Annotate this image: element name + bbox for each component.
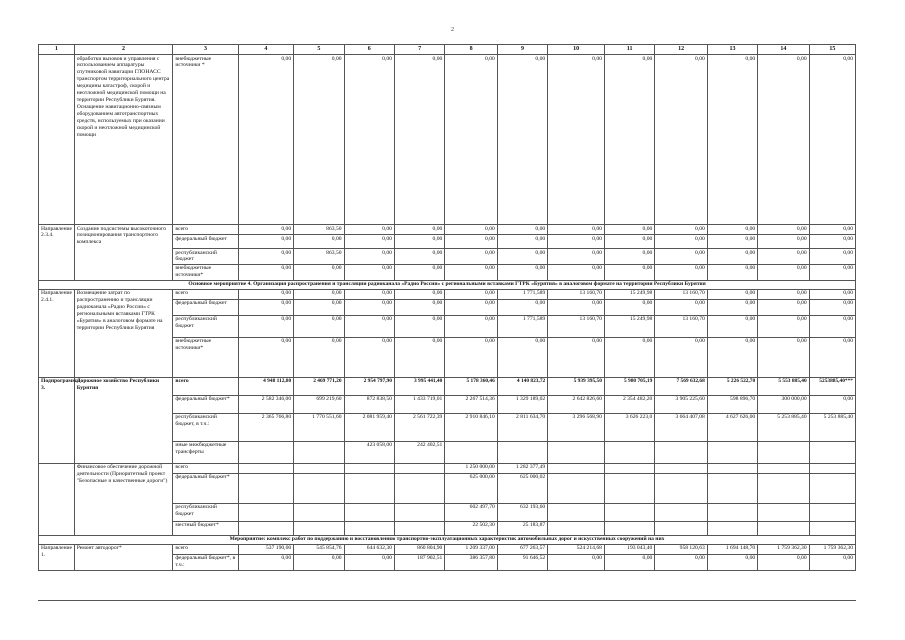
value-cell: 193 043,40	[604, 544, 654, 554]
value-cell: 0,00	[445, 315, 498, 337]
value-cell: 386 357,80	[445, 554, 498, 570]
value-cell	[294, 463, 344, 473]
value-cell	[604, 473, 654, 503]
value-cell: 0,00	[238, 299, 294, 315]
value-cell: 0,00	[604, 235, 654, 249]
value-cell: 0,00	[655, 299, 708, 315]
page-bottom-line	[38, 600, 856, 601]
value-cell: 0,00	[394, 289, 444, 299]
direction-cell: Направление 1.	[39, 544, 75, 570]
value-cell: 2 642 826,60	[548, 395, 605, 413]
value-cell	[655, 503, 708, 521]
value-cell: 0,00	[655, 337, 708, 377]
column-number: 4	[238, 45, 294, 55]
value-cell: 0,00	[809, 299, 855, 315]
value-cell: 13 160,70	[655, 315, 708, 337]
page-number: 2	[451, 27, 454, 33]
description-cell: Финансовое обеспечение дорожной деятельности (Приоритетный проект "Безопасные и качественные дороги")	[74, 463, 173, 535]
description-cell: Ремонт автодорог*	[74, 544, 173, 570]
value-cell: 644 632,30	[344, 544, 394, 554]
value-cell: 872 838,50	[344, 395, 394, 413]
value-cell: 0,00	[809, 554, 855, 570]
value-cell	[238, 441, 294, 463]
value-cell: 0,00	[809, 395, 855, 413]
value-cell: 0,00	[604, 249, 654, 265]
value-cell	[238, 503, 294, 521]
value-cell: 0,00	[238, 55, 294, 225]
value-cell: 0,00	[548, 235, 605, 249]
value-cell: 0,00	[707, 264, 757, 280]
value-cell: 15 249,98	[604, 315, 654, 337]
value-cell: 0,00	[394, 337, 444, 377]
funding-source-cell: федеральный бюджет*	[173, 395, 238, 413]
description-cell: Дорожное хозяйство Республики Бурятия	[74, 377, 173, 463]
value-cell	[604, 521, 654, 535]
value-cell: 1 771,589	[497, 289, 547, 299]
value-cell: 0,00	[497, 225, 547, 235]
value-cell: 1 433 719,01	[394, 395, 444, 413]
value-cell: 3 905 225,60	[655, 395, 708, 413]
funding-source-cell: федеральный бюджет*, в т.ч.:	[173, 554, 238, 570]
value-cell	[548, 503, 605, 521]
description-cell: Создание подсистемы высокоточного позиционирования транспортного комплекса	[74, 225, 173, 281]
value-cell: 5 226 522,70	[707, 377, 757, 395]
value-cell: 0,00	[758, 264, 809, 280]
value-cell: 2 954 797,90	[344, 377, 394, 395]
column-number: 15	[809, 45, 855, 55]
funding-source-cell: всего	[173, 225, 238, 235]
value-cell	[394, 521, 444, 535]
value-cell: 5 939 395,50	[548, 377, 605, 395]
value-cell: 0,00	[394, 299, 444, 315]
table-row	[39, 225, 856, 235]
funding-source-cell: внебюджетные источники *	[173, 55, 238, 225]
direction-cell	[39, 463, 75, 535]
value-cell: 0,00	[344, 249, 394, 265]
value-cell: 0,00	[707, 299, 757, 315]
value-cell: 0,00	[758, 337, 809, 377]
section-row	[39, 535, 856, 544]
value-cell	[294, 441, 344, 463]
value-cell	[548, 463, 605, 473]
value-cell: 25 183,87	[497, 521, 547, 535]
value-cell: 0,00	[445, 225, 498, 235]
direction-cell	[39, 55, 75, 225]
funding-source-cell: федеральный бюджет*	[173, 473, 238, 503]
value-cell: 0,00	[655, 225, 708, 235]
value-cell	[655, 521, 708, 535]
value-cell: 0,00	[344, 225, 394, 235]
value-cell: 0,00	[344, 289, 394, 299]
value-cell	[809, 441, 855, 463]
column-number: 8	[445, 45, 498, 55]
column-number: 10	[548, 45, 605, 55]
funding-source-cell: всего	[173, 289, 238, 299]
value-cell: 1 771,589	[497, 315, 547, 337]
value-cell	[707, 521, 757, 535]
value-cell	[758, 521, 809, 535]
value-cell: 4 948 112,80	[238, 377, 294, 395]
value-cell: 2 582 346,00	[238, 395, 294, 413]
value-cell: 863,50	[294, 249, 344, 265]
table-row	[39, 463, 856, 473]
value-cell	[548, 521, 605, 535]
value-cell: 0,00	[294, 299, 344, 315]
value-cell: 0,00	[294, 264, 344, 280]
value-cell	[655, 473, 708, 503]
value-cell: 0,00	[707, 554, 757, 570]
value-cell: 0,00	[445, 55, 498, 225]
value-cell: 0,00	[238, 554, 294, 570]
value-cell: 0,00	[238, 289, 294, 299]
value-cell: 0,00	[809, 337, 855, 377]
value-cell: 2 365 766,80	[238, 413, 294, 441]
value-cell: 0,00	[809, 235, 855, 249]
value-cell: 0,00	[604, 337, 654, 377]
value-cell: 0,00	[548, 554, 605, 570]
value-cell: 0,00	[655, 55, 708, 225]
value-cell: 3 664 407,08	[655, 413, 708, 441]
value-cell	[707, 463, 757, 473]
value-cell: 0,00	[394, 225, 444, 235]
value-cell: 4 140 823,72	[497, 377, 547, 395]
value-cell: 423 058,00	[344, 441, 394, 463]
value-cell: 2 469 771,20	[294, 377, 344, 395]
value-cell: 0,00	[344, 315, 394, 337]
value-cell: 0,00	[548, 55, 605, 225]
value-cell: 0,00	[758, 225, 809, 235]
value-cell: 0,00	[758, 299, 809, 315]
value-cell: 625 000,00	[445, 473, 498, 503]
table-row	[39, 544, 856, 554]
value-cell: 0,00	[707, 289, 757, 299]
value-cell	[394, 473, 444, 503]
value-cell: 13 160,70	[655, 289, 708, 299]
table-row	[39, 377, 856, 395]
value-cell	[758, 473, 809, 503]
value-cell: 0,00	[394, 235, 444, 249]
value-cell: 0,00	[758, 315, 809, 337]
value-cell: 0,00	[294, 337, 344, 377]
value-cell	[238, 463, 294, 473]
value-cell: 0,00	[344, 337, 394, 377]
value-cell: 5 980 705,19	[604, 377, 654, 395]
value-cell: 0,00	[344, 235, 394, 249]
value-cell: 0,00	[238, 315, 294, 337]
value-cell: 863,50	[294, 225, 344, 235]
value-cell	[758, 441, 809, 463]
value-cell: 0,00	[445, 249, 498, 265]
value-cell	[655, 463, 708, 473]
value-cell: 632 193,60	[497, 503, 547, 521]
value-cell: 7 569 632,68	[655, 377, 708, 395]
value-cell: 187 902,51	[394, 554, 444, 570]
column-number: 1	[39, 45, 75, 55]
value-cell: 3 626 223,0	[604, 413, 654, 441]
value-cell: 0,00	[655, 554, 708, 570]
section-title: Основное мероприятие 4. Организация распространения и трансляции радиоканала «Радио России» с региональными вставками ГТРК «Бурятия» в аналоговом формате на территории Республики Бурятия	[39, 280, 856, 289]
value-cell	[758, 463, 809, 473]
column-number: 6	[344, 45, 394, 55]
value-cell: 0,00	[548, 337, 605, 377]
value-cell: 0,00	[294, 315, 344, 337]
funding-source-cell: всего	[173, 463, 238, 473]
value-cell: 0,00	[344, 299, 394, 315]
value-cell	[809, 463, 855, 473]
value-cell: 0,00	[548, 225, 605, 235]
column-number: 3	[173, 45, 238, 55]
value-cell: 15 249,98	[604, 289, 654, 299]
value-cell: 0,00	[758, 249, 809, 265]
value-cell: 958 120,63	[655, 544, 708, 554]
value-cell	[655, 441, 708, 463]
value-cell: 0,00	[809, 289, 855, 299]
value-cell: 2 354 482,20	[604, 395, 654, 413]
value-cell: 0,00	[238, 249, 294, 265]
value-cell: 0,00	[809, 225, 855, 235]
table-row	[39, 55, 856, 225]
value-cell: 0,00	[344, 55, 394, 225]
section-title: Мероприятие: комплекс работ по поддержанию и восстановлению транспортно-эксплуатационных характеристик автомобильных дорог и искусственных сооружений на них	[39, 535, 856, 544]
value-cell: 0,00	[445, 299, 498, 315]
value-cell	[604, 441, 654, 463]
value-cell: 0,00	[758, 554, 809, 570]
value-cell: 0,00	[497, 337, 547, 377]
value-cell: 0,00	[707, 337, 757, 377]
value-cell: 0,00	[445, 235, 498, 249]
value-cell: 242 402,51	[394, 441, 444, 463]
value-cell: 602 497,70	[445, 503, 498, 521]
value-cell: 0,00	[294, 235, 344, 249]
value-cell	[445, 441, 498, 463]
funding-source-cell: республиканский бюджет	[173, 315, 238, 337]
value-cell: 625 000,02	[497, 473, 547, 503]
value-cell: 0,00	[548, 249, 605, 265]
value-cell: 677 263,57	[497, 544, 547, 554]
value-cell	[809, 521, 855, 535]
column-number: 9	[497, 45, 547, 55]
value-cell	[394, 463, 444, 473]
value-cell: 0,00	[604, 225, 654, 235]
funding-source-cell: местный бюджет*	[173, 521, 238, 535]
direction-cell: Подпрограмма 3.	[39, 377, 75, 463]
value-cell: 1 759 362,30	[758, 544, 809, 554]
column-number: 14	[758, 45, 809, 55]
direction-cell: Направление 2.3.4.	[39, 225, 75, 281]
funding-source-cell: всего	[173, 377, 238, 395]
value-cell: 13 160,70	[548, 289, 605, 299]
value-cell: 0,00	[394, 249, 444, 265]
value-cell: 0,00	[548, 264, 605, 280]
value-cell: 0,00	[394, 315, 444, 337]
value-cell: 0,00	[604, 299, 654, 315]
value-cell: 0,00	[394, 264, 444, 280]
description-cell: обработки вызовов и управления с использованием аппаратуры спутниковой навигации ГЛОНАСС транспортом территориального центра медицины катастроф, скорой и неотложной медицинской помощи на территории Республики Бурятия. Оснащение навигационно-связным оборудованием автотранспортных средств, используемых при оказании скорой и неотложной медицинской помощи	[74, 55, 173, 225]
value-cell	[344, 503, 394, 521]
value-cell: 5 253 885,40	[809, 413, 855, 441]
value-cell: 0,00	[707, 235, 757, 249]
funding-source-cell: республиканский бюджет	[173, 249, 238, 265]
value-cell: 0,00	[294, 289, 344, 299]
funding-source-cell: иные межбюджетные трансферты	[173, 441, 238, 463]
value-cell: 0,00	[548, 299, 605, 315]
value-cell: 4 627 626,00	[707, 413, 757, 441]
value-cell: 3 296 568,90	[548, 413, 605, 441]
value-cell: 0,00	[394, 55, 444, 225]
header-row	[39, 45, 856, 55]
value-cell: 0,00	[655, 264, 708, 280]
value-cell: 91 646,52	[497, 554, 547, 570]
value-cell: 0,00	[497, 235, 547, 249]
column-number: 11	[604, 45, 654, 55]
value-cell	[344, 473, 394, 503]
value-cell: 0,00	[238, 235, 294, 249]
value-cell: 2 910 846,10	[445, 413, 498, 441]
value-cell: 0,00	[604, 264, 654, 280]
value-cell: 5 178 360,46	[445, 377, 498, 395]
value-cell: 0,00	[758, 289, 809, 299]
value-cell: 0,00	[445, 337, 498, 377]
value-cell: 1 282 377,49	[497, 463, 547, 473]
value-cell: 0,00	[238, 264, 294, 280]
table-row	[39, 289, 856, 299]
value-cell: 0,00	[445, 289, 498, 299]
funding-source-cell: всего	[173, 544, 238, 554]
value-cell	[238, 473, 294, 503]
funding-source-cell: республиканский бюджет, в т.ч.:	[173, 413, 238, 441]
value-cell: 300 000,00	[758, 395, 809, 413]
column-number: 2	[74, 45, 173, 55]
value-cell: 1 759 362,30	[809, 544, 855, 554]
value-cell: 0,00	[655, 249, 708, 265]
value-cell: 598 896,70	[707, 395, 757, 413]
value-cell: 2 267 514,36	[445, 395, 498, 413]
value-cell: 0,00	[344, 554, 394, 570]
column-number: 7	[394, 45, 444, 55]
value-cell	[394, 503, 444, 521]
value-cell: 0,00	[497, 264, 547, 280]
value-cell: 860 804,90	[394, 544, 444, 554]
value-cell: 0,00	[707, 315, 757, 337]
funding-source-cell: федеральный бюджет	[173, 299, 238, 315]
value-cell: 3 995 441,40	[394, 377, 444, 395]
value-cell: 0,00	[758, 235, 809, 249]
value-cell: 13 160,70	[548, 315, 605, 337]
value-cell	[548, 473, 605, 503]
value-cell: 1 694 148,70	[707, 544, 757, 554]
value-cell: 2 081 959,40	[344, 413, 394, 441]
value-cell: 0,00	[604, 55, 654, 225]
value-cell	[294, 503, 344, 521]
value-cell	[809, 473, 855, 503]
value-cell	[344, 463, 394, 473]
value-cell: 0,00	[809, 264, 855, 280]
value-cell	[238, 521, 294, 535]
value-cell	[497, 441, 547, 463]
value-cell: 1 209 337,00	[445, 544, 498, 554]
column-number: 13	[707, 45, 757, 55]
value-cell: 537 190,00	[238, 544, 294, 554]
value-cell	[548, 441, 605, 463]
value-cell: 2 811 634,70	[497, 413, 547, 441]
value-cell: 699 219,60	[294, 395, 344, 413]
value-cell	[758, 503, 809, 521]
value-cell	[809, 503, 855, 521]
value-cell	[294, 473, 344, 503]
value-cell	[604, 463, 654, 473]
value-cell: 0,00	[294, 55, 344, 225]
funding-source-cell: республиканский бюджет	[173, 503, 238, 521]
value-cell	[707, 441, 757, 463]
column-number: 5	[294, 45, 344, 55]
value-cell: 1 250 000,00	[445, 463, 498, 473]
value-cell: 0,00	[604, 554, 654, 570]
value-cell: 0,00	[497, 249, 547, 265]
direction-cell: Направление 2.4.1.	[39, 289, 75, 377]
value-cell: 0,00	[238, 225, 294, 235]
value-cell: 0,00	[707, 249, 757, 265]
value-cell: 5 553 885,40	[758, 377, 809, 395]
funding-source-cell: внебюджетные источники*	[173, 337, 238, 377]
value-cell: 0,00	[497, 299, 547, 315]
value-cell: 0,00	[707, 55, 757, 225]
value-cell: 0,00	[238, 337, 294, 377]
budget-table	[38, 44, 856, 571]
section-row	[39, 280, 856, 289]
value-cell	[294, 521, 344, 535]
column-number: 12	[655, 45, 708, 55]
value-cell: 1 770 551,60	[294, 413, 344, 441]
value-cell	[604, 503, 654, 521]
value-cell: 0,00	[294, 554, 344, 570]
value-cell	[707, 473, 757, 503]
value-cell: 0,00	[344, 264, 394, 280]
value-cell: 0,00	[809, 315, 855, 337]
value-cell: 22 502,30	[445, 521, 498, 535]
value-cell	[707, 503, 757, 521]
value-cell: 1 329 189,02	[497, 395, 547, 413]
value-cell: 5 253 885,40	[758, 413, 809, 441]
value-cell: 545 854,76	[294, 544, 344, 554]
value-cell: 0,00	[497, 55, 547, 225]
value-cell: 0,00	[445, 264, 498, 280]
value-cell	[344, 521, 394, 535]
value-cell: 0,00	[758, 55, 809, 225]
funding-source-cell: федеральный бюджет	[173, 235, 238, 249]
funding-source-cell: внебюджетные источники*	[173, 264, 238, 280]
value-cell: 2 561 722,39	[394, 413, 444, 441]
value-cell: 0,00	[809, 55, 855, 225]
value-cell: 5253885,40***	[809, 377, 855, 395]
value-cell: 524 214,68	[548, 544, 605, 554]
description-cell: Возмещение затрат по распространению и трансляции радиоканала «Радио России» с региональными вставками ГТРК «Бурятия» в аналоговом формате на территории Республики Бурятия	[74, 289, 173, 377]
value-cell: 0,00	[655, 235, 708, 249]
value-cell: 0,00	[809, 249, 855, 265]
value-cell: 0,00	[707, 225, 757, 235]
